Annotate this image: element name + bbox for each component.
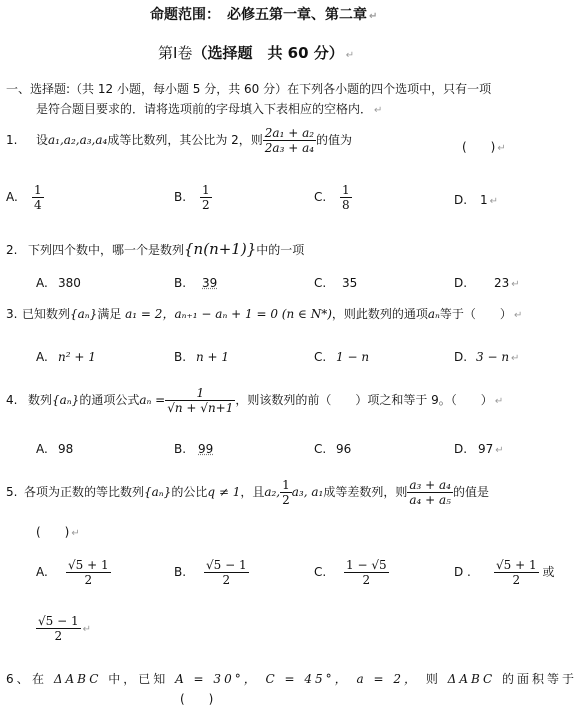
fraction-denominator: 2	[362, 573, 371, 587]
option-value: n² + 1	[58, 350, 96, 364]
question-4	[6, 386, 503, 415]
fraction-denominator: 8	[342, 198, 350, 212]
question-number: 2.	[6, 243, 18, 257]
question-text: ，且	[240, 485, 265, 499]
title-text: 命题范围： 必修五第一章、第二章	[150, 7, 367, 23]
fraction-numerator: √5 − 1	[38, 614, 79, 628]
paragraph-mark-icon: ↵	[497, 143, 506, 154]
question-text: 则	[425, 672, 441, 686]
fraction-denominator: a₄ + a₅	[409, 493, 451, 507]
fraction	[165, 386, 235, 415]
math-expression: C = 45°，	[265, 672, 350, 686]
question-text: 成等比数列，其公比为 2，则	[107, 133, 263, 147]
math-expression: aₙ	[427, 307, 440, 321]
math-expression: aₙ =	[139, 393, 166, 407]
question-text: 中，已知	[108, 672, 169, 686]
math-expression: ΔABC	[447, 672, 496, 686]
fraction-denominator: 2	[282, 493, 290, 507]
math-expression: aₙ₊₁ − aₙ + 1 = 0 (n ∈ N*)	[174, 307, 332, 321]
fraction-denominator: 2	[222, 573, 231, 587]
option-value: n + 1	[196, 350, 230, 364]
option-label: C.	[314, 276, 327, 290]
fraction	[494, 558, 539, 587]
option-label: B.	[174, 350, 187, 364]
q2-option-a	[36, 276, 81, 290]
q2-option-b	[174, 276, 217, 290]
question-text: 在	[32, 672, 48, 686]
answer-blank	[180, 690, 213, 707]
question-6	[6, 670, 577, 687]
math-expression: a₂,	[264, 485, 281, 499]
question-text: 设	[36, 133, 49, 147]
instruction-text: 是符合题目要求的．请将选项前的字母填入下表相应的空格内．	[36, 102, 373, 116]
option-label: C.	[314, 190, 327, 204]
q5-option-d	[454, 558, 554, 587]
question-text: 的值为	[316, 133, 353, 147]
question-text: 数列	[28, 393, 53, 407]
fraction-denominator	[165, 401, 235, 415]
option-value: 97	[478, 442, 494, 456]
q5-option-b	[174, 558, 249, 587]
question-number: 5.	[6, 485, 18, 499]
option-value: 96	[336, 442, 352, 456]
math-expression: {aₙ}	[70, 307, 98, 321]
fraction	[340, 183, 352, 212]
blank-parens: ( )	[180, 692, 214, 706]
q1-option-a	[6, 183, 44, 212]
option-value: 35	[342, 276, 358, 290]
option-value: 380	[58, 276, 81, 290]
option-value: 1 − n	[336, 350, 370, 364]
q4-option-a	[36, 442, 73, 456]
answer-blank	[36, 523, 80, 540]
fraction-numerator: 2a₁ + a₂	[264, 126, 315, 140]
math-expression: a₃, a₁	[291, 485, 324, 499]
question-text: 的面积等于	[502, 672, 577, 686]
question-3	[6, 305, 522, 322]
fraction-denominator: 2	[54, 629, 63, 643]
fraction-denominator: 2	[202, 198, 210, 212]
math-expression: {aₙ}	[52, 393, 80, 407]
question-text: 的公比	[171, 485, 208, 499]
volume-label: 第Ⅰ卷	[158, 44, 193, 62]
instruction-line-1: 一、选择题:（共 12 小题，每小题 5 分，共 60 分）在下列各小题的四个选项中，只有一项	[6, 82, 492, 96]
paragraph-mark-icon: ↵	[511, 279, 520, 290]
option-value: 99	[198, 442, 214, 456]
paragraph-mark-icon: ↵	[71, 528, 80, 539]
question-5	[6, 478, 489, 507]
math-expression: ΔABC	[53, 672, 102, 686]
question-number: 3.	[6, 307, 18, 321]
paragraph-mark-icon: ↵	[82, 624, 91, 635]
fraction-numerator: 1	[282, 478, 290, 492]
fraction-numerator: 1	[342, 183, 350, 197]
option-value: 3 − n	[476, 350, 510, 364]
option-label: D.	[454, 442, 468, 456]
fraction	[66, 558, 111, 587]
question-1	[6, 126, 352, 155]
question-text: 成等差数列，则	[323, 485, 408, 499]
q2-option-d	[454, 276, 520, 290]
blank-parens: ( )	[36, 525, 70, 539]
fraction-denominator: 2	[84, 573, 93, 587]
q5-option-a	[36, 558, 111, 587]
paragraph-mark-icon: ↵	[374, 105, 383, 116]
fraction	[263, 126, 316, 155]
q1-option-b	[174, 183, 212, 212]
option-label: C.	[314, 350, 327, 364]
option-label: A.	[6, 190, 18, 204]
section-subtitle	[158, 42, 354, 63]
q2-option-c	[314, 276, 357, 290]
math-expression: {aₙ}	[144, 485, 172, 499]
sqrt-term: √n	[167, 401, 183, 415]
fraction	[204, 558, 249, 587]
option-label: C.	[314, 565, 327, 579]
q4-option-d	[454, 442, 504, 456]
instruction-line-2	[36, 100, 382, 117]
fraction-numerator: √5 − 1	[206, 558, 247, 572]
paragraph-mark-icon: ↵	[345, 50, 355, 61]
fraction-numerator: 1	[202, 183, 210, 197]
math-expression: A = 30°，	[175, 672, 259, 686]
math-expression: a₁ = 2，	[125, 307, 175, 321]
fraction	[200, 183, 212, 212]
fraction-numerator: a₃ + a₄	[409, 478, 451, 492]
q3-option-b	[174, 350, 229, 364]
paragraph-mark-icon: ↵	[513, 310, 523, 321]
q3-option-d	[454, 350, 519, 364]
paragraph-mark-icon: ↵	[489, 196, 499, 207]
option-value: 1	[480, 193, 488, 207]
option-label: A.	[36, 350, 48, 364]
question-text: 下列四个数中，哪一个是数列	[28, 243, 185, 257]
question-number: 6、	[6, 672, 32, 686]
question-text: ，则该数列的前（ ）项之和等于 9。（ ）	[235, 393, 493, 407]
q4-option-c	[314, 442, 351, 456]
q3-option-a	[36, 350, 96, 364]
question-number: 1.	[6, 133, 18, 147]
q1-option-d	[454, 193, 498, 207]
fraction-numerator: √5 + 1	[496, 558, 537, 572]
fraction-denominator: 2	[512, 573, 521, 587]
fraction-numerator: √5 + 1	[68, 558, 109, 572]
math-expression: {n(n+1)}	[184, 240, 257, 258]
paragraph-mark-icon: ↵	[495, 445, 504, 456]
option-label: D.	[454, 193, 468, 207]
page-title	[150, 4, 377, 24]
question-2	[6, 240, 304, 258]
option-label: D.	[454, 350, 468, 364]
fraction	[32, 183, 44, 212]
option-label: A.	[36, 565, 48, 579]
math-expression: a = 2，	[356, 672, 419, 686]
option-label: B.	[174, 276, 187, 290]
question-text: 已知数列	[22, 307, 71, 321]
fraction	[407, 478, 453, 507]
option-label: D .	[454, 565, 471, 579]
option-label: A.	[36, 276, 48, 290]
paragraph-mark-icon: ↵	[369, 11, 378, 22]
q5-option-c	[314, 558, 389, 587]
question-number: 4.	[6, 393, 18, 407]
fraction-numerator: 1 − √5	[346, 558, 387, 572]
fraction	[36, 614, 81, 643]
section-label: （选择题 共 60 分）	[192, 44, 344, 62]
fraction	[344, 558, 389, 587]
option-label: A.	[36, 442, 48, 456]
blank-parens: ( )	[462, 140, 496, 154]
question-text: 各项为正数的等比数列	[24, 485, 145, 499]
question-text: 中的一项	[256, 243, 305, 257]
q3-option-c	[314, 350, 369, 364]
question-text: ，则此数列的通项	[331, 307, 428, 321]
question-text: 等于（ ）	[439, 307, 512, 321]
paragraph-mark-icon: ↵	[494, 396, 504, 407]
fraction-numerator: 1	[165, 386, 235, 401]
math-expression: q ≠ 1	[207, 485, 241, 499]
fraction-denominator: 2a₃ + a₄	[264, 141, 315, 155]
or-text: 或	[542, 565, 555, 579]
option-value: 39	[202, 276, 218, 290]
option-label: C.	[314, 442, 327, 456]
fraction	[280, 478, 292, 507]
option-value: 98	[58, 442, 74, 456]
fraction-denominator: 4	[34, 198, 42, 212]
question-text: 的值是	[452, 485, 489, 499]
answer-blank	[462, 138, 506, 155]
q5-option-d-alt	[36, 614, 91, 643]
option-label: B.	[174, 565, 187, 579]
math-expression: a₁,a₂,a₃,a₄	[48, 133, 108, 147]
option-label: D.	[454, 276, 468, 290]
option-label: B.	[174, 190, 187, 204]
q4-option-b	[174, 442, 213, 456]
question-text: 的通项公式	[79, 393, 140, 407]
fraction-numerator: 1	[34, 183, 42, 197]
option-value: 23	[494, 276, 510, 290]
q1-option-c	[314, 183, 352, 212]
option-label: B.	[174, 442, 187, 456]
sqrt-term: + √n+1	[186, 401, 234, 415]
question-text: 满足	[97, 307, 122, 321]
paragraph-mark-icon: ↵	[511, 353, 520, 364]
